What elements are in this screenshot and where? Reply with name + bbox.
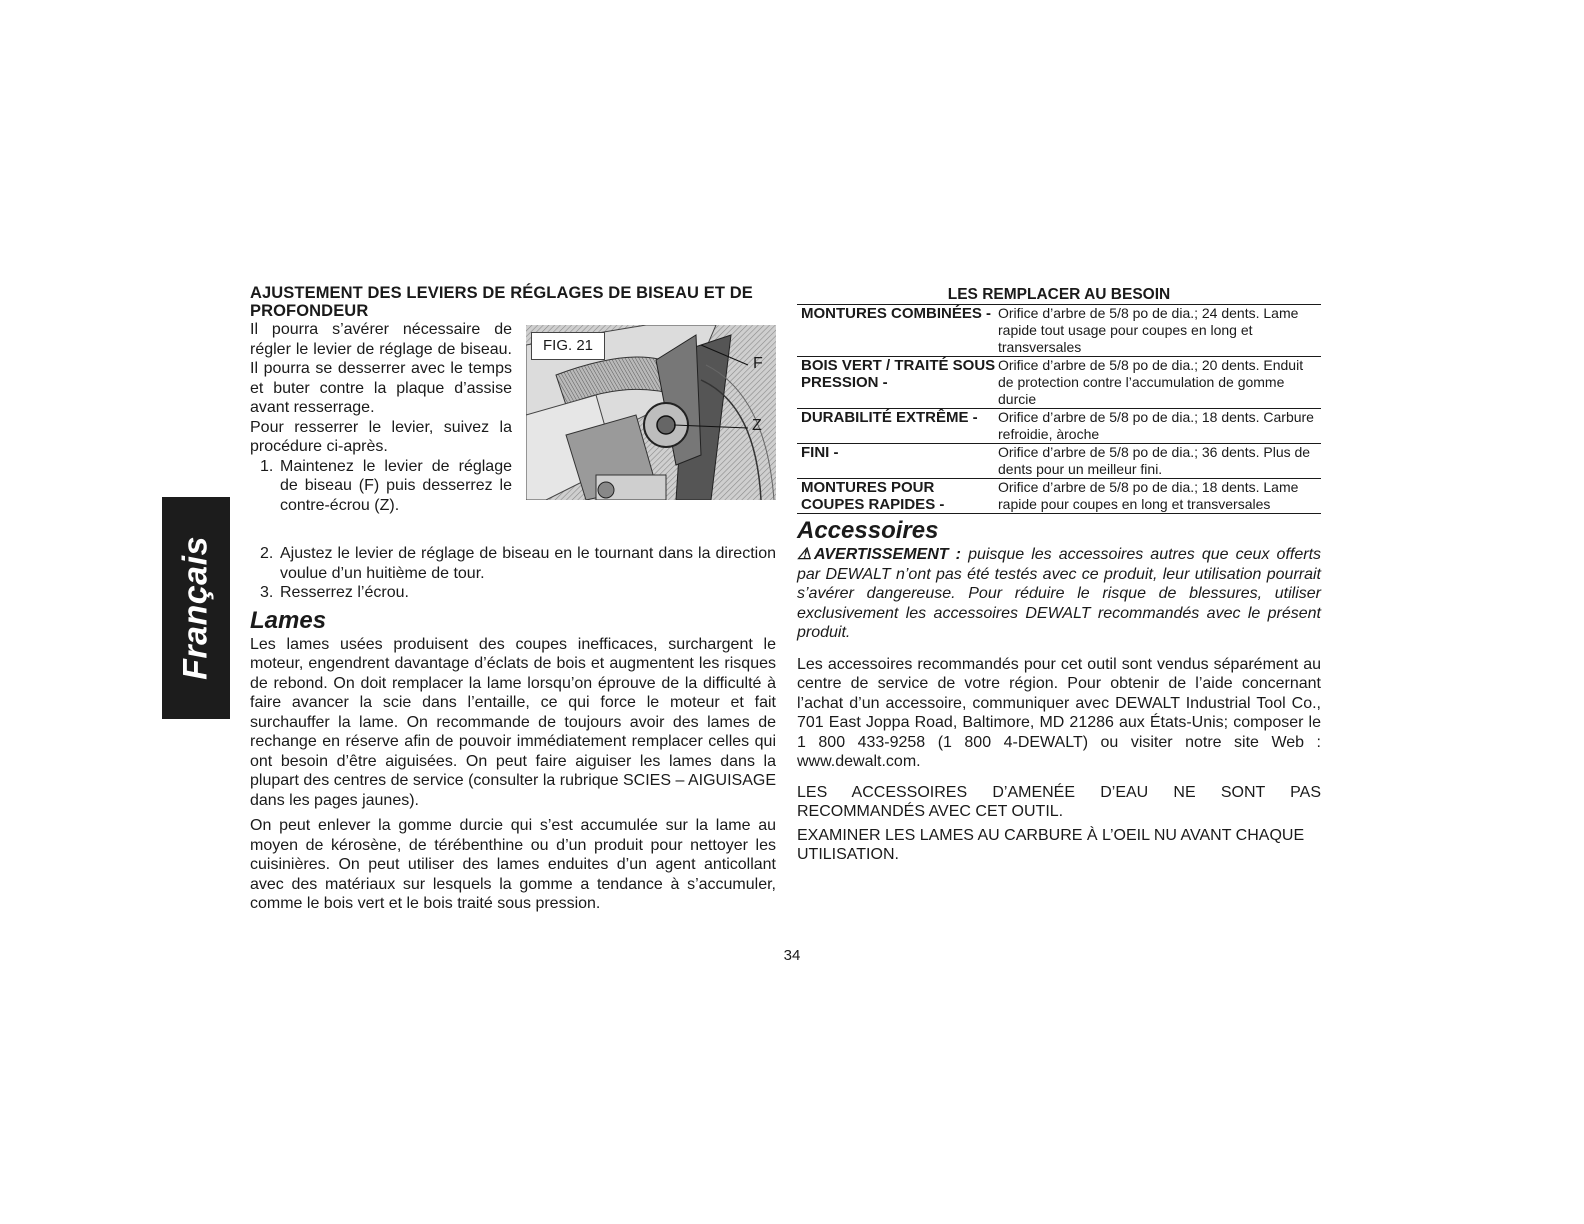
language-tab <box>162 497 230 719</box>
callout-f: F <box>753 355 763 372</box>
intro-paragraph-1: Il pourra s’avérer nécessaire de régler le levier de réglage de biseau. Il pourra se desserrer avec le temps et buter contre la plaque d’assise avant resserrage. <box>250 321 512 416</box>
steps-list-b <box>250 544 776 603</box>
table-row <box>797 444 1321 479</box>
step-item: 1. Maintenez le levier de réglage de biseau (F) puis desserrez le contre-écrou (Z). <box>260 457 512 514</box>
blade-description: Orifice d’arbre de 5/8 po de dia.; 20 dents. Enduit de protection contre l’accumulation de gomme durcie <box>998 357 1321 409</box>
lames-paragraph-2: On peut enlever la gomme durcie qui s’est accumulée sur la lame au moyen de kérosène, de térébenthine ou d’un produit pour nettoyer les cuisinières. On peut utiliser des lames enduites d’un agent anticollant avec des matériaux sur lesquels la gomme a tendance à s’accumuler, comme le bois vert et le bois traité sous pression. <box>250 817 776 912</box>
replacement-table-title: LES REMPLACER AU BESOIN <box>947 286 1171 303</box>
blade-description: Orifice d’arbre de 5/8 po de dia.; 24 dents. Lame rapide tout usage pour coupes en long et transversales <box>998 305 1321 357</box>
blade-description: Orifice d’arbre de 5/8 po de dia.; 18 dents. Carbure refroidie, àroche <box>998 409 1321 444</box>
table-row <box>797 357 1321 409</box>
callout-z: Z <box>752 417 762 434</box>
figure-label: FIG. 21 <box>531 332 605 360</box>
warning-icon: ⚠ <box>797 546 814 563</box>
blade-description: Orifice d’arbre de 5/8 po de dia.; 18 dents. Lame rapide pour coupes en long et transversales <box>998 479 1321 514</box>
accessories-paragraph-2: LES ACCESSOIRES D’AMENÉE D’EAU NE SONT PAS RECOMMANDÉS AVEC CET OUTIL. <box>797 783 1321 820</box>
right-column <box>797 286 1321 865</box>
accessories-paragraph-3: EXAMINER LES LAMES AU CARBURE À L’OEIL NU AVANT CHAQUE UTILISATION. <box>797 826 1305 863</box>
step-item: 3. Resserrez l’écrou. <box>260 584 409 601</box>
warning-label: AVERTISSEMENT : <box>814 546 961 563</box>
section-heading-adjustment: AJUSTEMENT DES LEVIERS DE RÉGLAGES DE BISEAU ET DE PROFONDEUR <box>250 284 753 320</box>
table-row <box>797 409 1321 444</box>
blade-type: BOIS VERT / TRAITÉ SOUS PRESSION - <box>797 357 998 409</box>
blade-description: Orifice d’arbre de 5/8 po de dia.; 36 dents. Plus de dents pour un meilleur fini. <box>998 444 1321 479</box>
lames-paragraph-1: Les lames usées produisent des coupes inefficaces, surchargent le moteur, engendrent davantage d’éclats de bois et augmentent les risques de rebond. On doit remplacer la lame lorsqu’on éprouve de la difficulté à faire avancer la scie dans l’entaille, ce qui force le moteur et fait surchauffer la lame. On recommande de toujours avoir des lames de rechange en réserve afin de pouvoir immédiatement remplacer celles qui ont besoin d’être aiguisées. On peut faire aiguiser les lames dans la plupart des centres de service (consulter la rubrique SCIES – AIGUISAGE dans les pages jaunes). <box>250 635 776 809</box>
language-tab-label: Français <box>176 536 215 680</box>
warning-paragraph <box>797 545 1321 643</box>
table-row <box>797 479 1321 514</box>
step-item: 2. Ajustez le levier de réglage de biseau en le tournant dans la direction voulue d’un huitième de tour. <box>260 545 776 582</box>
section-title-accessoires: Accessoires <box>797 517 939 544</box>
warning-text: puisque les accessoires autres que ceux offerts par DEWALT n’ont pas été testés avec ce produit, leur utilisation pourrait s’avérer dangereuse. Pour réduire le risque de blessures, utiliser exclusivement les accessoires DEWALT recommandés avec le présent produit. <box>797 546 1322 641</box>
blade-type: MONTURES POUR COUPES RAPIDES - <box>797 479 998 514</box>
accessories-paragraph-1: Les accessoires recommandés pour cet outil sont vendus séparément au centre de service de votre région. Pour obtenir de l’aide concernant l’achat d’un accessoire, communiquer avec DEWALT Industrial Tool Co., 701 East Joppa Road, Baltimore, MD 21286 aux États-Unis; composer le 1 800 433-9258 (1 800 4-DEWALT) ou visiter notre site Web : www.dewalt.com. <box>797 655 1321 770</box>
table-row <box>797 305 1321 357</box>
blade-type: DURABILITÉ EXTRÊME - <box>797 409 998 444</box>
section-title-lames: Lames <box>250 606 327 634</box>
steps-list-a <box>250 457 512 516</box>
intro-paragraph-2: Pour resserrer le levier, suivez la procédure ci-après. <box>250 418 512 455</box>
page-number: 34 <box>783 947 801 964</box>
replacement-blades-table <box>797 304 1321 514</box>
blade-type: FINI - <box>797 444 998 479</box>
blade-type: MONTURES COMBINÉES - <box>797 305 998 357</box>
